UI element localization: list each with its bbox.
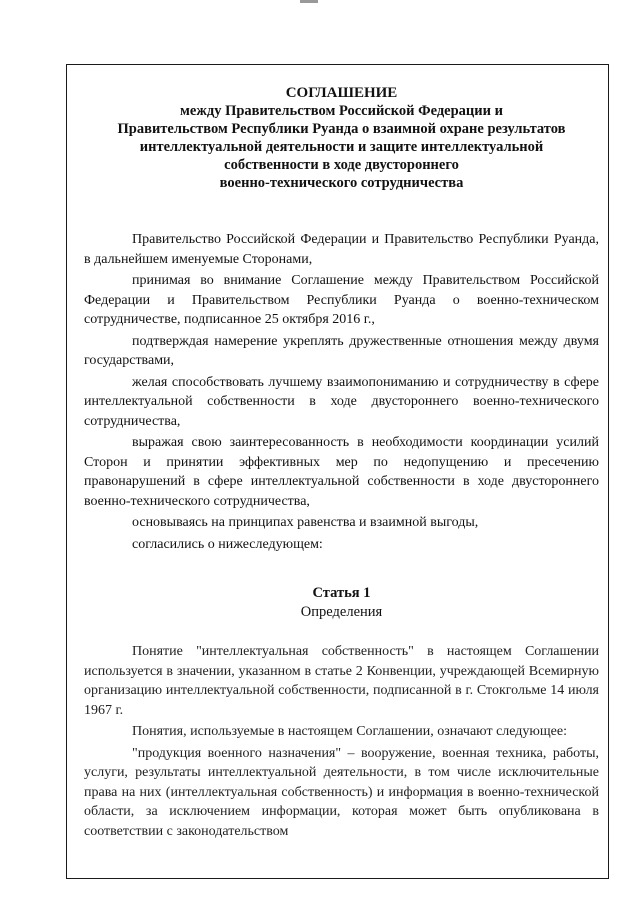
document-body bbox=[84, 80, 599, 843]
title-line: Правительством Республики Руанда о взаимной охране результатов bbox=[117, 121, 566, 137]
article-body bbox=[84, 642, 599, 841]
preamble bbox=[84, 230, 599, 554]
preamble-paragraph: основываясь на принципах равенства и взаимной выгоды, bbox=[132, 515, 479, 530]
preamble-paragraph: выражая свою заинтересованность в необходимости координации усилий Сторон и принятии эффективных мер по недопущению и пресечению правонарушений в сфере интеллектуальной собственности в ходе двустороннего военно-технического сотрудничества, bbox=[84, 435, 599, 509]
title-line: интеллектуальной деятельности и защите интеллектуальной bbox=[139, 139, 544, 155]
document-title bbox=[84, 84, 599, 192]
preamble-paragraph: согласились о нижеследующем: bbox=[132, 536, 323, 552]
title-line: СОГЛАШЕНИЕ bbox=[285, 85, 398, 101]
article-paragraph: "продукция военного назначения" – вооружение, военная техника, работы, услуги, результаты интеллектуальной деятельности, в том числе исключительные права на них (интеллектуальная собственность) и информация в военно-технической области, за исключением информации, которая может быть опубликована в соответствии с законодательством bbox=[84, 745, 599, 839]
preamble-paragraph: принимая во внимание Соглашение между Правительством Российской Федерации и Правительством Республики Руанда о военно-техническом сотрудничестве, подписанное 25 октября 2016 г., bbox=[84, 273, 599, 327]
title-line: собственности в ходе двустороннего bbox=[224, 157, 459, 173]
preamble-paragraph: Правительство Российской Федерации и Правительство Республики Руанда, в дальнейшем именуемые Сторонами, bbox=[84, 232, 599, 267]
article-heading bbox=[84, 584, 599, 622]
preamble-paragraph: подтверждая намерение укреплять дружественные отношения между двумя государствами, bbox=[84, 333, 599, 368]
preamble-paragraph: желая способствовать лучшему взаимопониманию и сотрудничеству в сфере интеллектуальной собственности в ходе двустороннего военно-технического сотрудничества, bbox=[84, 374, 599, 429]
article-paragraph: Понятия, используемые в настоящем Соглашении, означают следующее: bbox=[132, 724, 567, 739]
title-line: между Правительством Российской Федерации и bbox=[180, 103, 503, 119]
article-name: Определения bbox=[300, 604, 383, 620]
article-number: Статья 1 bbox=[312, 585, 371, 601]
title-line: военно-технического сотрудничества bbox=[219, 175, 464, 191]
scan-mark bbox=[300, 0, 318, 3]
article-paragraph: Понятие "интеллектуальная собственность" в настоящем Соглашении используется в значении, указанном в статье 2 Конвенции, учреждающей Всемирную организацию интеллектуальной собственности, подписанной в г. Стокгольме 14 июля 1967 г. bbox=[84, 644, 599, 718]
